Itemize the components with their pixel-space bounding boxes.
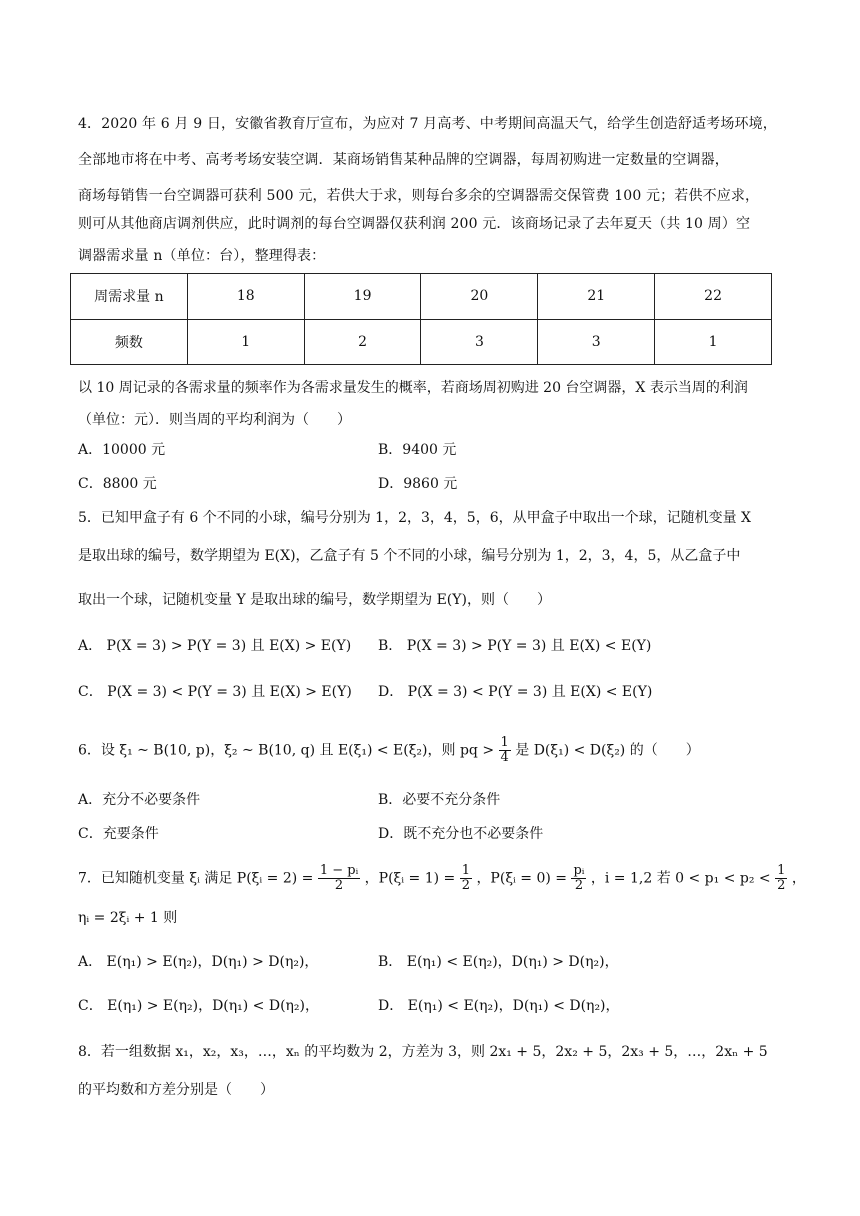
- q7-part-3: ，P(ξᵢ = 0) =: [476, 870, 568, 887]
- q4-line-5: 调器需求量 n（单位：台），整理得表：: [78, 248, 326, 264]
- q6-stem: [78, 736, 700, 765]
- q8-line-1: 8．若一组数据 x₁，x₂，x₃，…，xₙ 的平均数为 2，方差为 3，则 2x₁ + 5，2x₂ + 5，2x₃ + 5，…，2xₙ + 5: [78, 1044, 768, 1060]
- fraction-numerator: 1: [500, 735, 509, 750]
- fraction-denominator: 4: [500, 750, 509, 765]
- q7-fraction-2: [460, 864, 472, 893]
- table-cell: 1: [655, 319, 772, 365]
- q7-part-4: ，i = 1,2 若 0 < p₁ < p₂ <: [590, 870, 771, 887]
- table-cell: 20: [421, 274, 538, 320]
- fraction-denominator: 2: [574, 878, 584, 893]
- q4-option-d[interactable]: D．9860 元: [378, 476, 458, 492]
- q7-fraction-4: [775, 864, 787, 893]
- q8-line-2: 的平均数和方差分别是（ ）: [78, 1082, 274, 1098]
- fraction-denominator: 2: [334, 878, 344, 893]
- q4-option-c[interactable]: C．8800 元: [78, 476, 157, 492]
- q4-line-3: 商场每销售一台空调器可获利 500 元，若供大于求，则每台多余的空调器需交保管费 100 元；若供不应求，: [78, 188, 760, 204]
- q5-option-a[interactable]: A． P(X = 3) > P(Y = 3) 且 E(X) > E(Y): [78, 638, 352, 654]
- table-row: [71, 319, 772, 365]
- table-cell: 3: [421, 319, 538, 365]
- q5-line-2: 是取出球的编号，数学期望为 E(X)，乙盒子有 5 个不同的小球，编号分别为 1，2，3，4，5，从乙盒子中: [78, 548, 741, 564]
- q6-suffix: 是 D(ξ₁) < D(ξ₂) 的（ ）: [515, 742, 700, 759]
- table-cell: 1: [187, 319, 304, 365]
- q6-prefix: 6．设 ξ₁ ~ B(10, p)，ξ₂ ~ B(10, q) 且 E(ξ₁) < E(ξ₂)，则 pq >: [78, 742, 495, 759]
- q7-line-2: ηᵢ = 2ξᵢ + 1 则: [78, 910, 178, 926]
- q6-option-a[interactable]: A．充分不必要条件: [78, 792, 201, 808]
- q4-after-2: （单位：元）．则当周的平均利润为（ ）: [78, 412, 351, 428]
- q6-option-b[interactable]: B．必要不充分条件: [378, 792, 501, 808]
- q5-line-1: 5．已知甲盒子有 6 个不同的小球，编号分别为 1，2，3，4，5，6，从甲盒子中取出一个球，记随机变量 X: [78, 510, 752, 526]
- q6-fraction: [499, 736, 511, 765]
- q7-option-c[interactable]: C． E(η₁) > E(η₂)，D(η₁) < D(η₂)，: [78, 998, 320, 1014]
- q4-option-b[interactable]: B．9400 元: [378, 442, 457, 458]
- table-cell: 18: [187, 274, 304, 320]
- table-row: [71, 274, 772, 320]
- q7-option-d[interactable]: D． E(η₁) < E(η₂)，D(η₁) < D(η₂)，: [378, 998, 620, 1014]
- q5-option-c[interactable]: C． P(X = 3) < P(Y = 3) 且 E(X) > E(Y): [78, 684, 352, 700]
- q4-line-4: 则可从其他商店调剂供应，此时调剂的每台空调器仅获利润 200 元．该商场记录了去年夏天（共 10 周）空: [78, 216, 751, 232]
- fraction-denominator: 2: [777, 878, 786, 893]
- q7-fraction-3: [571, 864, 586, 893]
- fraction-denominator: 2: [461, 878, 470, 893]
- q7-fraction-1: [318, 864, 360, 893]
- q7-part-2: ，P(ξᵢ = 1) =: [364, 870, 456, 887]
- q5-option-b[interactable]: B． P(X = 3) > P(Y = 3) 且 E(X) < E(Y): [378, 638, 652, 654]
- fraction-numerator: 1: [777, 863, 786, 878]
- q7-part-1: 7．已知随机变量 ξᵢ 满足 P(ξᵢ = 2) =: [78, 870, 314, 887]
- q7-option-b[interactable]: B． E(η₁) < E(η₂)，D(η₁) > D(η₂)，: [378, 954, 619, 970]
- q7-stem: [78, 864, 806, 893]
- q6-option-c[interactable]: C．充要条件: [78, 826, 159, 842]
- q7-option-a[interactable]: A． E(η₁) > E(η₂)，D(η₁) > D(η₂)，: [78, 954, 319, 970]
- q5-option-d[interactable]: D． P(X = 3) < P(Y = 3) 且 E(X) < E(Y): [378, 684, 653, 700]
- table-cell: 2: [304, 319, 421, 365]
- table-header-cell: 周需求量 n: [71, 274, 188, 320]
- q4-line-1: 4．2020 年 6 月 9 日，安徽省教育厅宣布，为应对 7 月高考、中考期间高温天气，给学生创造舒适考场环境，: [78, 116, 777, 132]
- table-cell: 22: [655, 274, 772, 320]
- q4-line-2: 全部地市将在中考、高考考场安装空调．某商场销售某种品牌的空调器，每周初购进一定数量的空调器，: [78, 152, 729, 168]
- fraction-numerator: 1 − pᵢ: [319, 863, 359, 878]
- demand-table: [70, 273, 772, 365]
- q4-after-1: 以 10 周记录的各需求量的频率作为各需求量发生的概率，若商场周初购进 20 台空调器，X 表示当周的利润: [78, 380, 748, 396]
- fraction-numerator: 1: [461, 863, 470, 878]
- q5-line-3: 取出一个球，记随机变量 Y 是取出球的编号，数学期望为 E(Y)，则（ ）: [78, 592, 551, 608]
- table-cell: 19: [304, 274, 421, 320]
- q7-part-5: ，: [791, 870, 806, 887]
- table-cell: 3: [538, 319, 655, 365]
- q4-option-a[interactable]: A．10000 元: [78, 442, 166, 458]
- fraction-numerator: pᵢ: [573, 863, 585, 878]
- table-header-cell: 频数: [71, 319, 188, 365]
- q6-option-d[interactable]: D．既不充分也不必要条件: [378, 826, 544, 842]
- table-cell: 21: [538, 274, 655, 320]
